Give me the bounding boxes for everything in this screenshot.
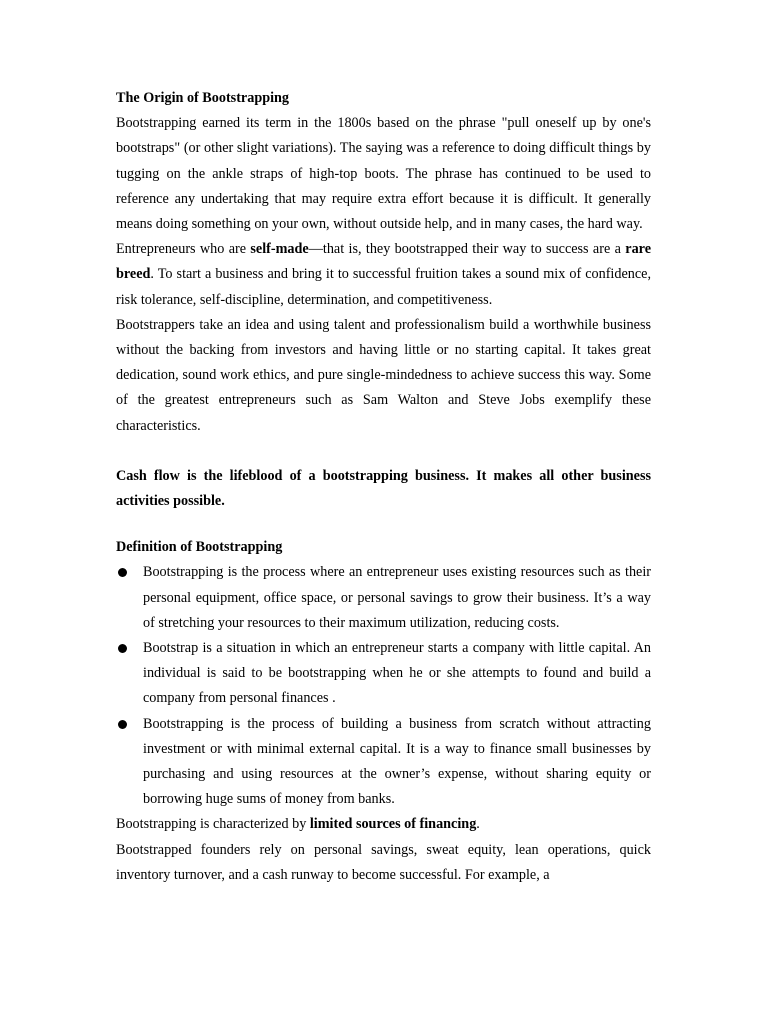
paragraph-bootstrappers: Bootstrappers take an idea and using talent and professionalism build a worthwhile business without the backing from investors and having little or no starting capital. It takes great dedication, sound work ethics, and pure single-mindedness to achieve success this way. Some of the greatest entrepreneurs such as Sam Walton and Steve Jobs exemplify these characteristics. <box>116 316 651 434</box>
bold-term-rare-breed: rare breed <box>116 241 651 283</box>
list-item <box>116 712 651 813</box>
text-run: . <box>476 816 480 833</box>
highlight-cash-flow <box>116 464 651 514</box>
text-run: —that is, they bootstrapped their way to success are a <box>308 241 626 258</box>
paragraph-characterized <box>116 812 651 837</box>
bullet-icon <box>118 720 127 729</box>
text-run: . To start a business and bring it to successful fruition takes a sound mix of confidence, risk tolerance, self-discipline, determination, and competitiveness. <box>116 266 651 308</box>
text-run: Entrepreneurs who are <box>116 241 251 258</box>
paragraph-founders: Bootstrapped founders rely on personal savings, sweat equity, lean operations, quick inventory turnover, and a cash runway to become successful. For example, a <box>116 841 651 883</box>
bullet-icon <box>118 644 127 653</box>
section-title-definition: Definition of Bootstrapping <box>116 539 283 556</box>
list-item-text: Bootstrapping is the process of building a business from scratch without attracting investment or with minimal external capital. It is a way to finance small businesses by purchasing and using resources at the owner’s expense, without sharing equity or borrowing huge sums of money from banks. <box>143 715 651 808</box>
paragraph-origin: Bootstrapping earned its term in the 1800s based on the phrase "pull oneself up by one's bootstraps" (or other slight variations). The saying was a reference to doing difficult things by tugging on the ankle straps of high-top boots. The phrase has continued to be used to reference any undertaking that may require extra effort because it is difficult. It generally means doing something on your own, without outside help, and in many cases, the hard way. <box>116 115 651 233</box>
highlight-text: Cash flow is the lifeblood of a bootstrapping business. It makes all other business activities possible. <box>116 467 651 510</box>
definition-list <box>116 560 651 812</box>
list-item <box>116 560 651 636</box>
bold-term-limited-financing: limited sources of financing <box>309 816 477 833</box>
bold-term-self-made: self-made <box>250 241 309 258</box>
list-item <box>116 636 651 712</box>
paragraph-self-made <box>116 237 651 313</box>
list-item-text: Bootstrapping is the process where an entrepreneur uses existing resources such as their personal equipment, office space, or personal savings to grow their business. It’s a way of stretching your resources to their maximum utilization, reducing costs. <box>143 564 651 631</box>
list-item-text: Bootstrap is a situation in which an entrepreneur starts a company with little capital. An individual is said to be bootstrapping when he or she attempts to found and build a company from personal finances . <box>143 640 651 707</box>
section-title-origin: The Origin of Bootstrapping <box>116 90 290 106</box>
bullet-icon <box>118 568 127 577</box>
text-run: Bootstrapping is characterized by <box>116 816 310 833</box>
